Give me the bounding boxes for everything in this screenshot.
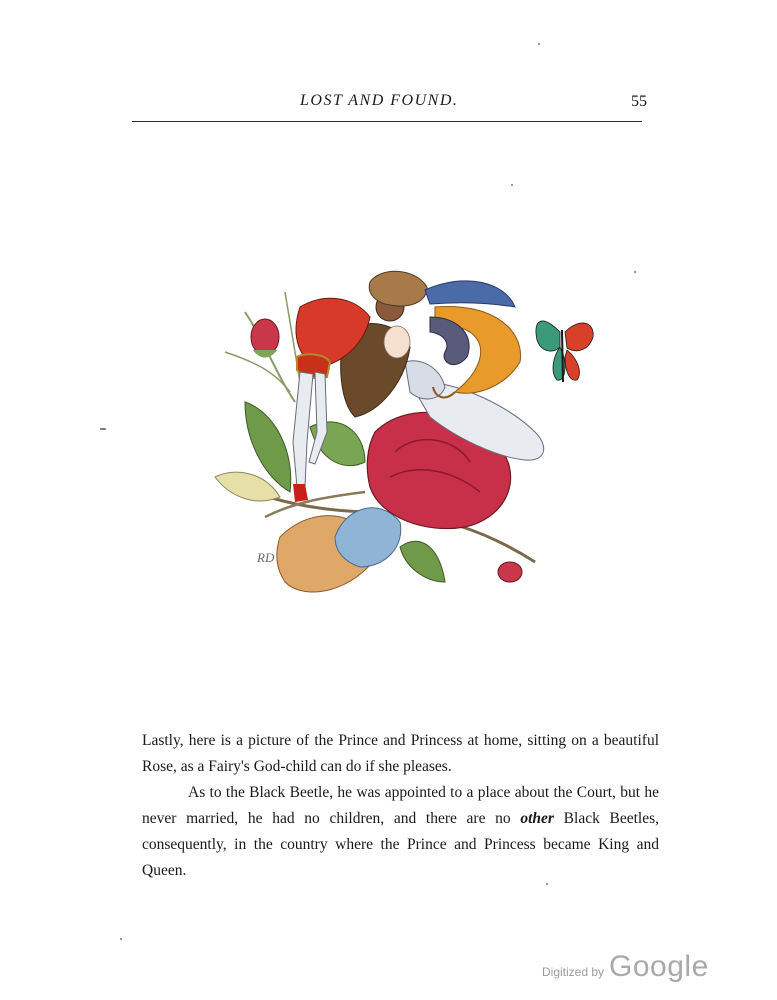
speck [634, 271, 636, 273]
paragraph-1: Lastly, here is a picture of the Prince and Princess at home, sitting on a beautiful Rose, as a Fairy's God-child can do if she pleases. [142, 732, 659, 775]
paragraph-2 [142, 780, 659, 884]
speck [538, 43, 540, 45]
page-number: 55 [631, 93, 647, 110]
google-logo: Google [609, 950, 709, 983]
speck [511, 184, 513, 186]
emphasis-other: other [520, 810, 554, 827]
paragraph-2-part-1: As to the Black Beetle, he was appointed to a place about the Court, but he never married, he had no children, and there are no [142, 784, 659, 827]
header-rule [132, 121, 642, 122]
speck [120, 938, 122, 940]
speck [100, 428, 106, 430]
digitized-by-watermark [542, 950, 709, 984]
butterfly [536, 321, 593, 382]
prince-princess-rose-illustration [205, 262, 595, 607]
body-text [142, 728, 659, 884]
running-title: LOST AND FOUND. [300, 92, 459, 109]
watermark-prefix: Digitized by [542, 965, 605, 979]
paragraph-2-part-2: Black Beetles, consequently, in the country where the Prince and Princess became King and Queen. [142, 810, 660, 879]
monogram: RD [257, 550, 275, 565]
